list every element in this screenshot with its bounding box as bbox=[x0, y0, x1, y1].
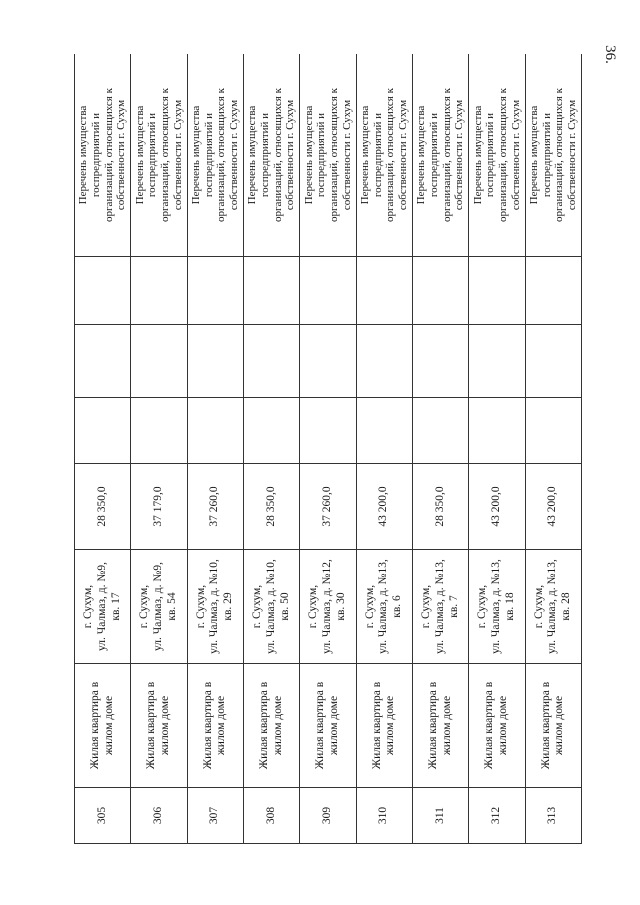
document-line-1: Перечень имущества bbox=[77, 105, 90, 205]
address-city: г. Сухум, bbox=[363, 584, 376, 629]
document-line-1: Перечень имущества bbox=[528, 105, 541, 205]
property-type-cell: Жилая квартира в жилом доме bbox=[131, 664, 187, 788]
document-line-3: организаций, относящихся к bbox=[440, 88, 453, 222]
empty-cell bbox=[243, 257, 299, 325]
property-type-cell: Жилая квартира в жилом доме bbox=[356, 664, 412, 788]
property-type-cell: Жилая квартира в жилом доме bbox=[243, 664, 299, 788]
document-basis-cell bbox=[187, 54, 243, 257]
document-line-4: собственности г. Сухум bbox=[227, 99, 240, 211]
property-type-cell: Жилая квартира в жилом доме bbox=[525, 664, 581, 788]
value-cell: 37 179,0 bbox=[131, 464, 187, 550]
empty-cell bbox=[243, 398, 299, 464]
address-cell bbox=[243, 550, 299, 664]
document-line-4: собственности г. Сухум bbox=[171, 99, 184, 211]
document-line-1: Перечень имущества bbox=[471, 105, 484, 205]
document-line-3: организаций, относящихся к bbox=[102, 88, 115, 222]
value-cell: 43 200,0 bbox=[469, 464, 525, 550]
value-cell: 37 260,0 bbox=[187, 464, 243, 550]
empty-cell bbox=[412, 325, 468, 398]
address-cell bbox=[469, 550, 525, 664]
document-line-3: организаций, относящихся к bbox=[215, 88, 228, 222]
value-cell: 43 200,0 bbox=[525, 464, 581, 550]
value-cell: 28 350,0 bbox=[412, 464, 468, 550]
address-cell bbox=[75, 550, 131, 664]
document-line-2: госпредприятий и bbox=[202, 112, 215, 198]
page-number: 36. bbox=[601, 45, 618, 64]
document-line-3: организаций, относящихся к bbox=[496, 88, 509, 222]
document-line-3: организаций, относящихся к bbox=[271, 88, 284, 222]
document-line-2: госпредприятий и bbox=[315, 112, 328, 198]
address-apartment: кв. 7 bbox=[447, 595, 460, 618]
empty-cell bbox=[356, 398, 412, 464]
document-line-2: госпредприятий и bbox=[540, 112, 553, 198]
document-basis-cell bbox=[469, 54, 525, 257]
value-cell: 28 350,0 bbox=[75, 464, 131, 550]
row-number-cell: 305 bbox=[75, 788, 131, 844]
property-type-cell: Жилая квартира в жилом доме bbox=[300, 664, 356, 788]
document-line-1: Перечень имущества bbox=[190, 105, 203, 205]
document-basis-cell bbox=[75, 54, 131, 257]
empty-cell bbox=[131, 257, 187, 325]
document-basis-cell bbox=[356, 54, 412, 257]
property-type-cell: Жилая квартира в жилом доме bbox=[469, 664, 525, 788]
document-line-2: госпредприятий и bbox=[427, 112, 440, 198]
row-number-cell: 310 bbox=[356, 788, 412, 844]
address-cell bbox=[356, 550, 412, 664]
document-line-4: собственности г. Сухум bbox=[396, 99, 409, 211]
table-row bbox=[356, 54, 412, 844]
empty-cell bbox=[525, 325, 581, 398]
table-row bbox=[131, 54, 187, 844]
empty-cell bbox=[469, 257, 525, 325]
empty-cell bbox=[131, 325, 187, 398]
address-street: ул. Чалмаз, д. №13, bbox=[433, 559, 446, 654]
address-cell bbox=[300, 550, 356, 664]
empty-cell bbox=[412, 398, 468, 464]
address-city: г. Сухум, bbox=[307, 584, 320, 629]
value-cell: 28 350,0 bbox=[243, 464, 299, 550]
rotated-table-container bbox=[74, 54, 582, 844]
row-number-cell: 313 bbox=[525, 788, 581, 844]
address-street: ул. Чалмаз, д. №9, bbox=[95, 562, 108, 651]
address-street: ул. Чалмаз, д. №9, bbox=[152, 562, 165, 651]
empty-cell bbox=[469, 325, 525, 398]
document-line-2: госпредприятий и bbox=[371, 112, 384, 198]
address-city: г. Сухум, bbox=[476, 584, 489, 629]
document-line-4: собственности г. Сухум bbox=[340, 99, 353, 211]
empty-cell bbox=[525, 257, 581, 325]
document-line-3: организаций, относящихся к bbox=[158, 88, 171, 222]
row-number-cell: 312 bbox=[469, 788, 525, 844]
table-row bbox=[300, 54, 356, 844]
property-type-cell: Жилая квартира в жилом доме bbox=[187, 664, 243, 788]
address-street: ул. Чалмаз, д. №13, bbox=[490, 559, 503, 654]
address-city: г. Сухум, bbox=[138, 584, 151, 629]
document-basis-cell bbox=[243, 54, 299, 257]
address-cell bbox=[187, 550, 243, 664]
empty-cell bbox=[131, 398, 187, 464]
document-line-2: госпредприятий и bbox=[484, 112, 497, 198]
document-line-1: Перечень имущества bbox=[359, 105, 372, 205]
address-city: г. Сухум, bbox=[81, 584, 94, 629]
empty-cell bbox=[187, 257, 243, 325]
address-apartment: кв. 17 bbox=[109, 592, 122, 621]
document-line-1: Перечень имущества bbox=[415, 105, 428, 205]
document-basis-cell bbox=[525, 54, 581, 257]
document-line-2: госпредприятий и bbox=[259, 112, 271, 198]
row-number-cell: 311 bbox=[412, 788, 468, 844]
row-number-cell: 309 bbox=[300, 788, 356, 844]
table-row bbox=[469, 54, 525, 844]
empty-cell bbox=[187, 398, 243, 464]
address-street: ул. Чалмаз, д. №12, bbox=[321, 559, 334, 654]
address-city: г. Сухум, bbox=[194, 584, 207, 629]
empty-cell bbox=[75, 325, 131, 398]
address-cell bbox=[525, 550, 581, 664]
document-basis-cell bbox=[412, 54, 468, 257]
document-line-3: организаций, относящихся к bbox=[553, 88, 566, 222]
empty-cell bbox=[187, 325, 243, 398]
document-line-4: собственности г. Сухум bbox=[453, 99, 466, 211]
document-line-4: собственности г. Сухум bbox=[284, 99, 297, 211]
document-line-1: Перечень имущества bbox=[133, 105, 146, 205]
address-apartment: кв. 54 bbox=[165, 592, 178, 621]
address-apartment: кв. 50 bbox=[278, 592, 291, 621]
document-line-3: организаций, относящихся к bbox=[327, 88, 340, 222]
empty-cell bbox=[300, 398, 356, 464]
empty-cell bbox=[356, 325, 412, 398]
table-row bbox=[243, 54, 299, 844]
empty-cell bbox=[300, 257, 356, 325]
address-cell bbox=[131, 550, 187, 664]
address-street: ул. Чалмаз, д. №10, bbox=[264, 559, 277, 654]
document-line-2: госпредприятий и bbox=[90, 112, 103, 198]
address-street: ул. Чалмаз, д. №13, bbox=[377, 559, 390, 654]
table-row bbox=[525, 54, 581, 844]
address-apartment: кв. 29 bbox=[222, 592, 235, 621]
document-line-1: Перечень имущества bbox=[302, 105, 315, 205]
document-line-4: собственности г. Сухум bbox=[509, 99, 522, 211]
property-type-cell: Жилая квартира в жилом доме bbox=[412, 664, 468, 788]
empty-cell bbox=[469, 398, 525, 464]
property-type-cell: Жилая квартира в жилом доме bbox=[75, 664, 131, 788]
document-line-2: госпредприятий и bbox=[146, 112, 159, 198]
table-row bbox=[412, 54, 468, 844]
address-city: г. Сухум, bbox=[419, 584, 432, 629]
empty-cell bbox=[300, 325, 356, 398]
empty-cell bbox=[75, 257, 131, 325]
document-line-1: Перечень имущества bbox=[246, 105, 259, 205]
property-table bbox=[74, 54, 582, 844]
table-row bbox=[75, 54, 131, 844]
address-apartment: кв. 28 bbox=[560, 592, 573, 621]
document-line-3: организаций, относящихся к bbox=[384, 88, 397, 222]
document-line-4: собственности г. Сухум bbox=[115, 99, 128, 211]
address-apartment: кв. 18 bbox=[503, 592, 516, 621]
address-cell bbox=[412, 550, 468, 664]
value-cell: 37 260,0 bbox=[300, 464, 356, 550]
address-apartment: кв. 30 bbox=[334, 592, 347, 621]
empty-cell bbox=[75, 398, 131, 464]
empty-cell bbox=[356, 257, 412, 325]
table-row bbox=[187, 54, 243, 844]
row-number-cell: 307 bbox=[187, 788, 243, 844]
address-street: ул. Чалмаз, д. №10, bbox=[208, 559, 221, 654]
row-number-cell: 308 bbox=[243, 788, 299, 844]
address-street: ул. Чалмаз, д. №13, bbox=[546, 559, 559, 654]
empty-cell bbox=[525, 398, 581, 464]
address-city: г. Сухум, bbox=[532, 584, 545, 629]
property-table-wrapper bbox=[74, 54, 582, 844]
empty-cell bbox=[412, 257, 468, 325]
empty-cell bbox=[243, 325, 299, 398]
value-cell: 43 200,0 bbox=[356, 464, 412, 550]
document-basis-cell bbox=[131, 54, 187, 257]
document-basis-cell bbox=[300, 54, 356, 257]
document-line-4: собственности г. Сухум bbox=[565, 99, 578, 211]
address-apartment: кв. 6 bbox=[391, 595, 404, 618]
row-number-cell: 306 bbox=[131, 788, 187, 844]
address-city: г. Сухум, bbox=[250, 584, 263, 629]
